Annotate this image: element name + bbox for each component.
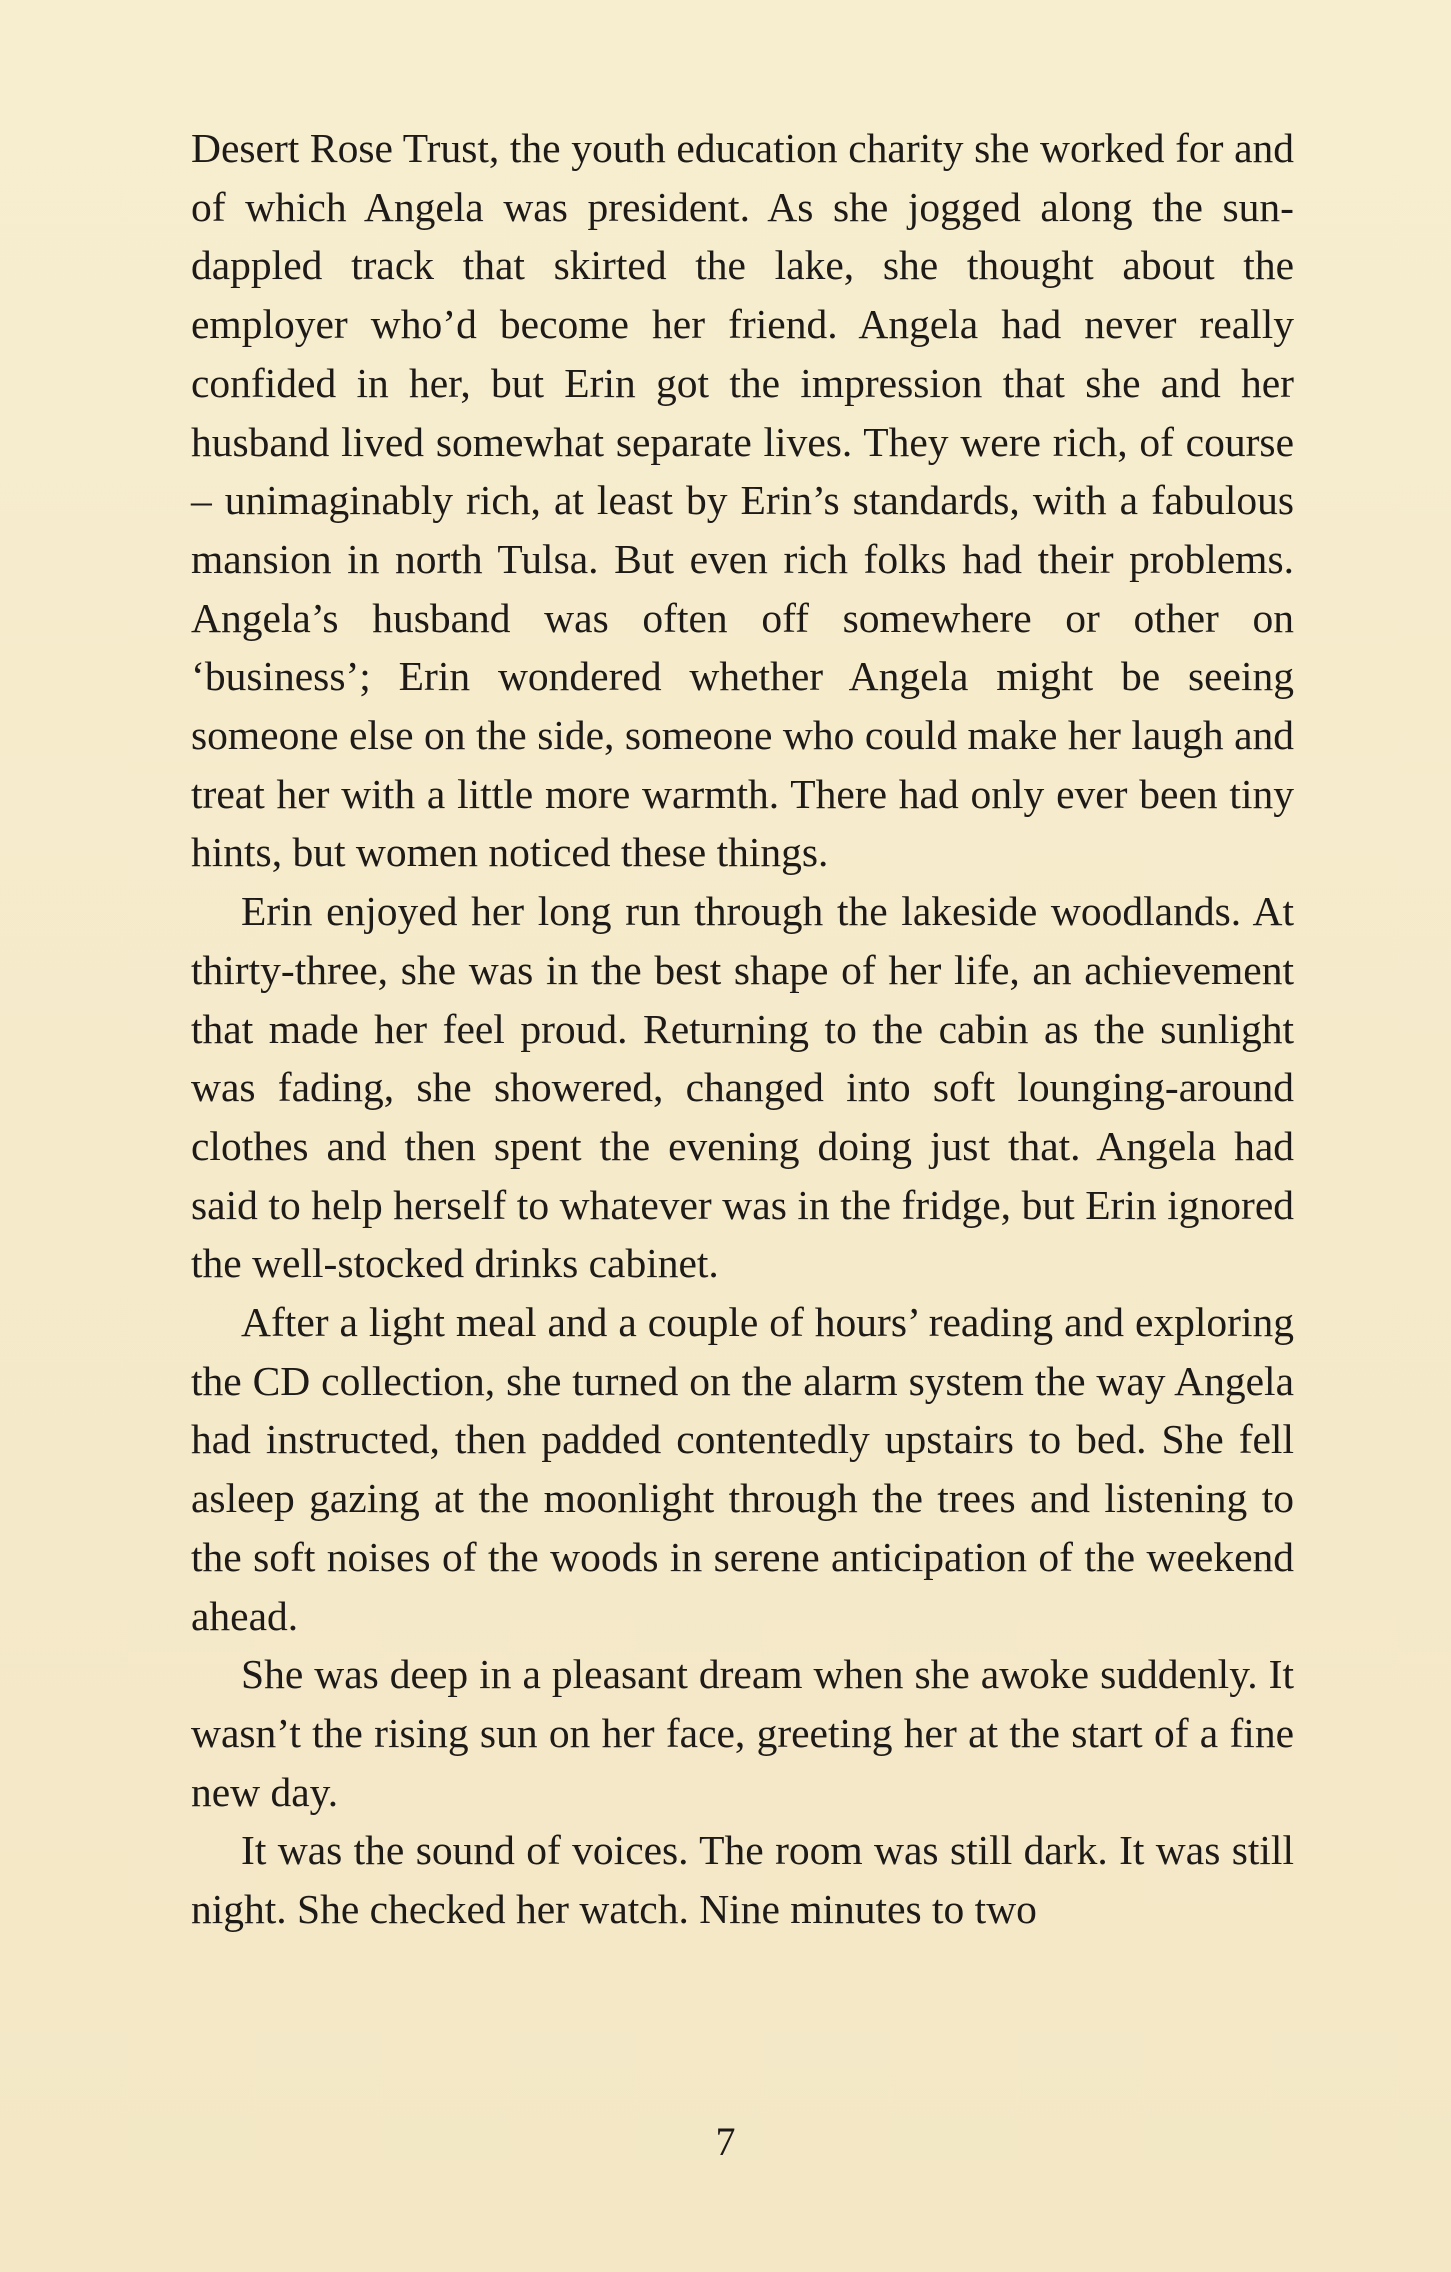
paragraph-5: It was the sound of voices. The room was still dark. It was still night. She checked her watch. Nine minutes to two	[191, 1827, 1294, 1933]
paragraph-4: She was deep in a pleasant dream when she awoke suddenly. It wasn’t the rising sun on her face, greeting her at the start of a fine new day.	[191, 1651, 1294, 1815]
body-text	[191, 119, 1294, 1939]
paragraph-2: Erin enjoyed her long run through the lakeside woodlands. At thirty-three, she was in the best shape of her life, an achievement that made her feel proud. Returning to the cabin as the sunlight was fading, she showered, changed into soft lounging-around clothes and then spent the evening doing just that. Angela had said to help herself to whatever was in the fridge, but Erin ignored the well-stocked drinks cabinet.	[191, 888, 1294, 1287]
paragraph-3: After a light meal and a couple of hours’ reading and exploring the CD collection, she turned on the alarm system the way Angela had instructed, then padded contentedly upstairs to bed. She fell asleep gazing at the moonlight through the trees and listening to the soft noises of the woods in serene anticipation of the weekend ahead.	[191, 1299, 1294, 1639]
paragraph-1: Desert Rose Trust, the youth education charity she worked for and of which Angela was president. As she jogged along the sun-dappled track that skirted the lake, she thought about the employer who’d become her friend. Angela had never really confided in her, but Erin got the impression that she and her husband lived somewhat separate lives. They were rich, of course – unimaginably rich, at least by Erin’s standards, with a fabulous mansion in north Tulsa. But even rich folks had their problems. Angela’s husband was often off somewhere or other on ‘business’; Erin wondered whether Angela might be seeing someone else on the side, someone who could make her laugh and treat her with a little more warmth. There had only ever been tiny hints, but women noticed these things.	[191, 125, 1294, 876]
page-number: 7	[715, 2119, 736, 2164]
